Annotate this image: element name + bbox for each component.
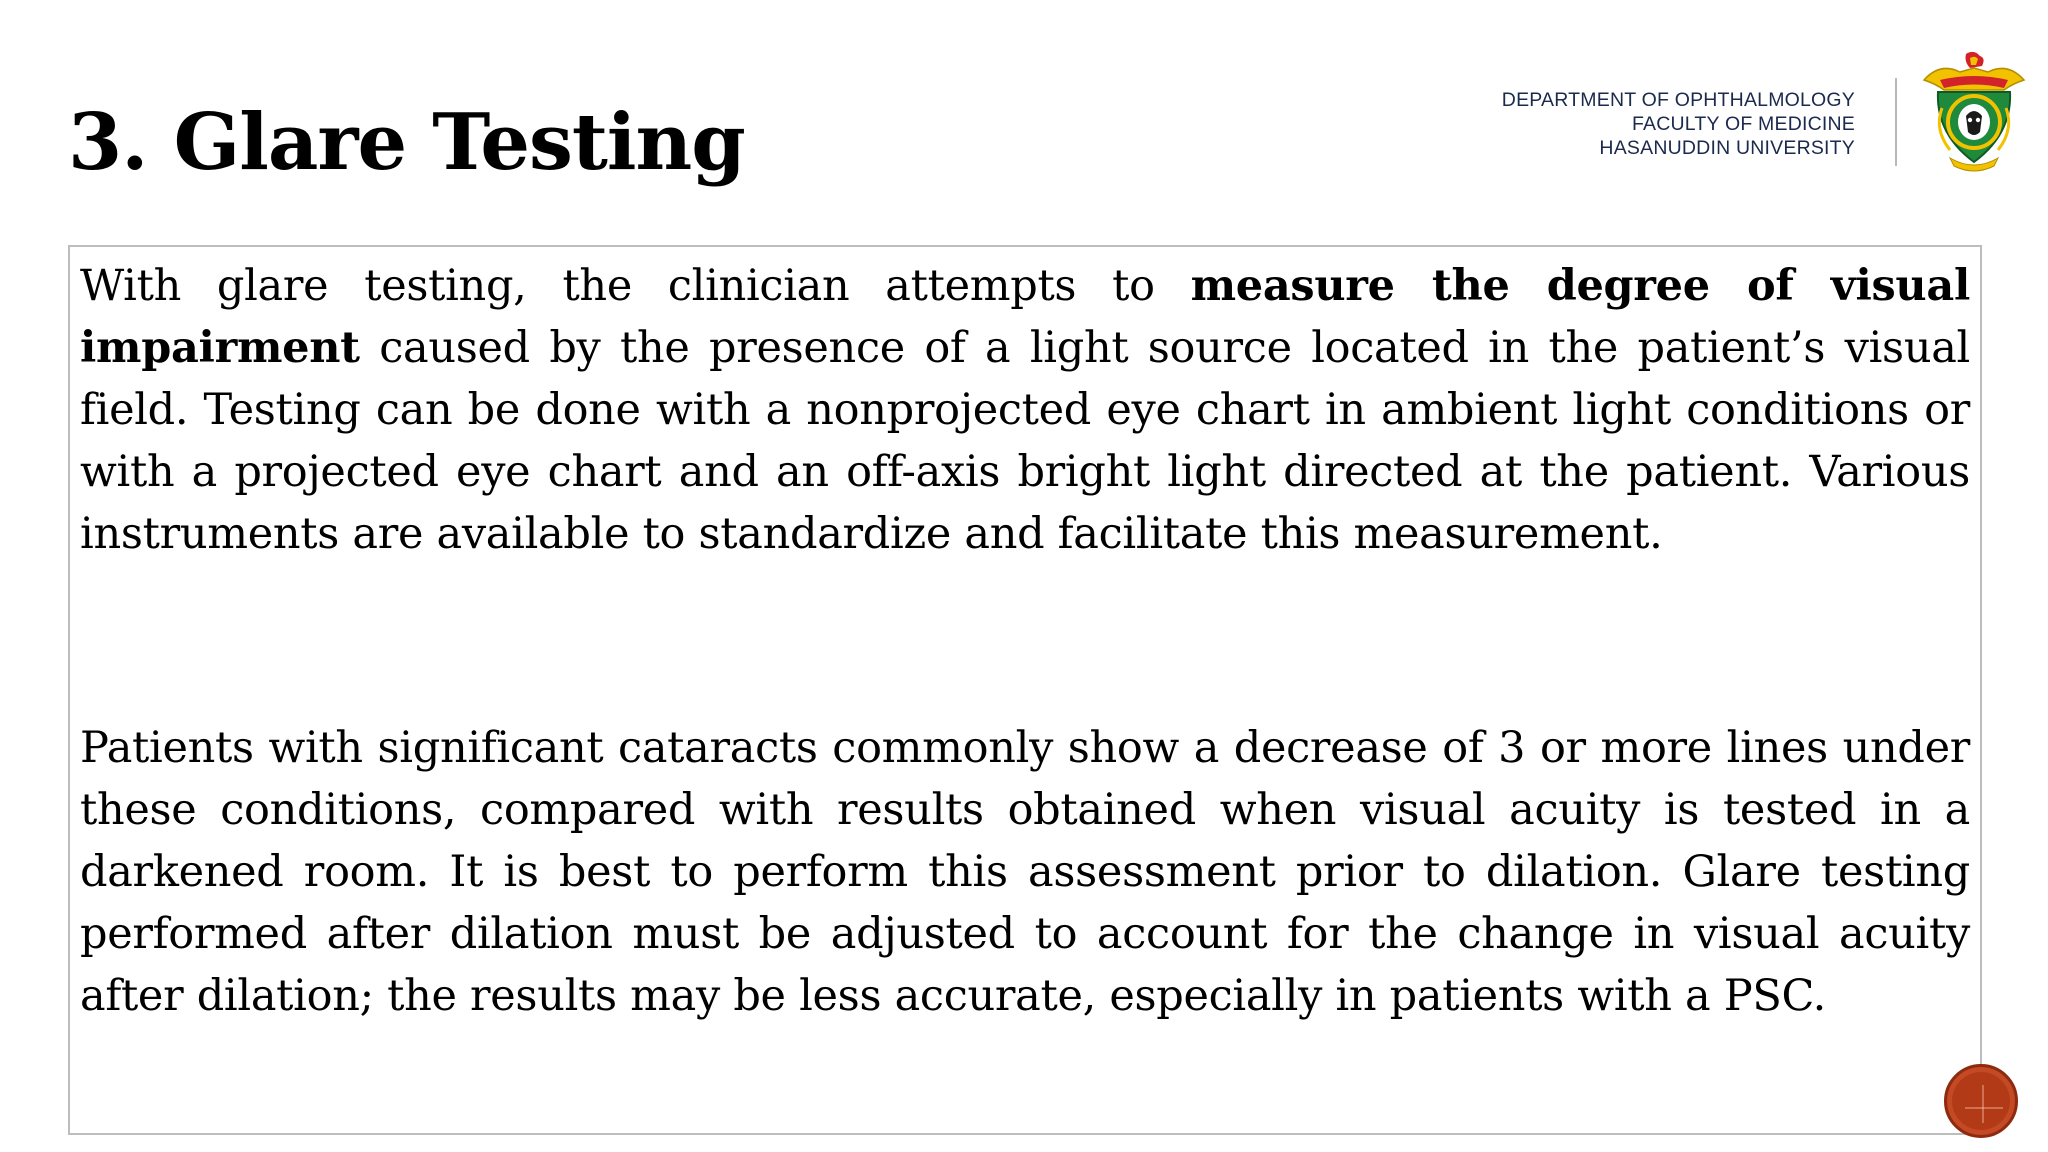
university-name: HASANUDDIN UNIVERSITY <box>1599 137 1855 159</box>
paragraph-cataract-results: Patients with significant cataracts commonly show a decrease of 3 or more lines under these conditions, compared with results obtained when visual acuity is tested in a darkened room. It is best to perform this assessment prior to dilation. Glare testing performed after dilation must be adjusted to account for the change in visual acuity after dilation; the results may be less accurate, especially in patients with a PSC. <box>80 723 1970 1021</box>
badge-mark-horizontal <box>1965 1107 2003 1109</box>
paragraph1-emphasis: measure the degree of visual impairment <box>80 261 1970 373</box>
department-name: DEPARTMENT OF OPHTHALMOLOGY <box>1501 89 1855 111</box>
badge-mark-vertical <box>1982 1085 1984 1123</box>
content-box <box>68 245 1982 1135</box>
paragraph1-rest: caused by the presence of a light source located in the patient’s visual field. Testing can be done with a nonprojected eye chart in ambient light conditions or with a projected eye chart and an off-axis bright light directed at the patient. Various instruments are available to standardize and facilitate this measurement. <box>80 323 1970 559</box>
slide-title: 3. Glare Testing <box>68 97 745 188</box>
page-badge-icon <box>1944 1064 2018 1138</box>
institution-header <box>1502 88 1855 160</box>
paragraph-glare-testing-definition <box>80 255 1970 565</box>
university-crest-icon <box>1920 50 2028 174</box>
paragraph1-intro: With glare testing, the clinician attempts to <box>80 261 1191 311</box>
faculty-name: FACULTY OF MEDICINE <box>1631 113 1855 135</box>
header-divider <box>1895 78 1897 166</box>
